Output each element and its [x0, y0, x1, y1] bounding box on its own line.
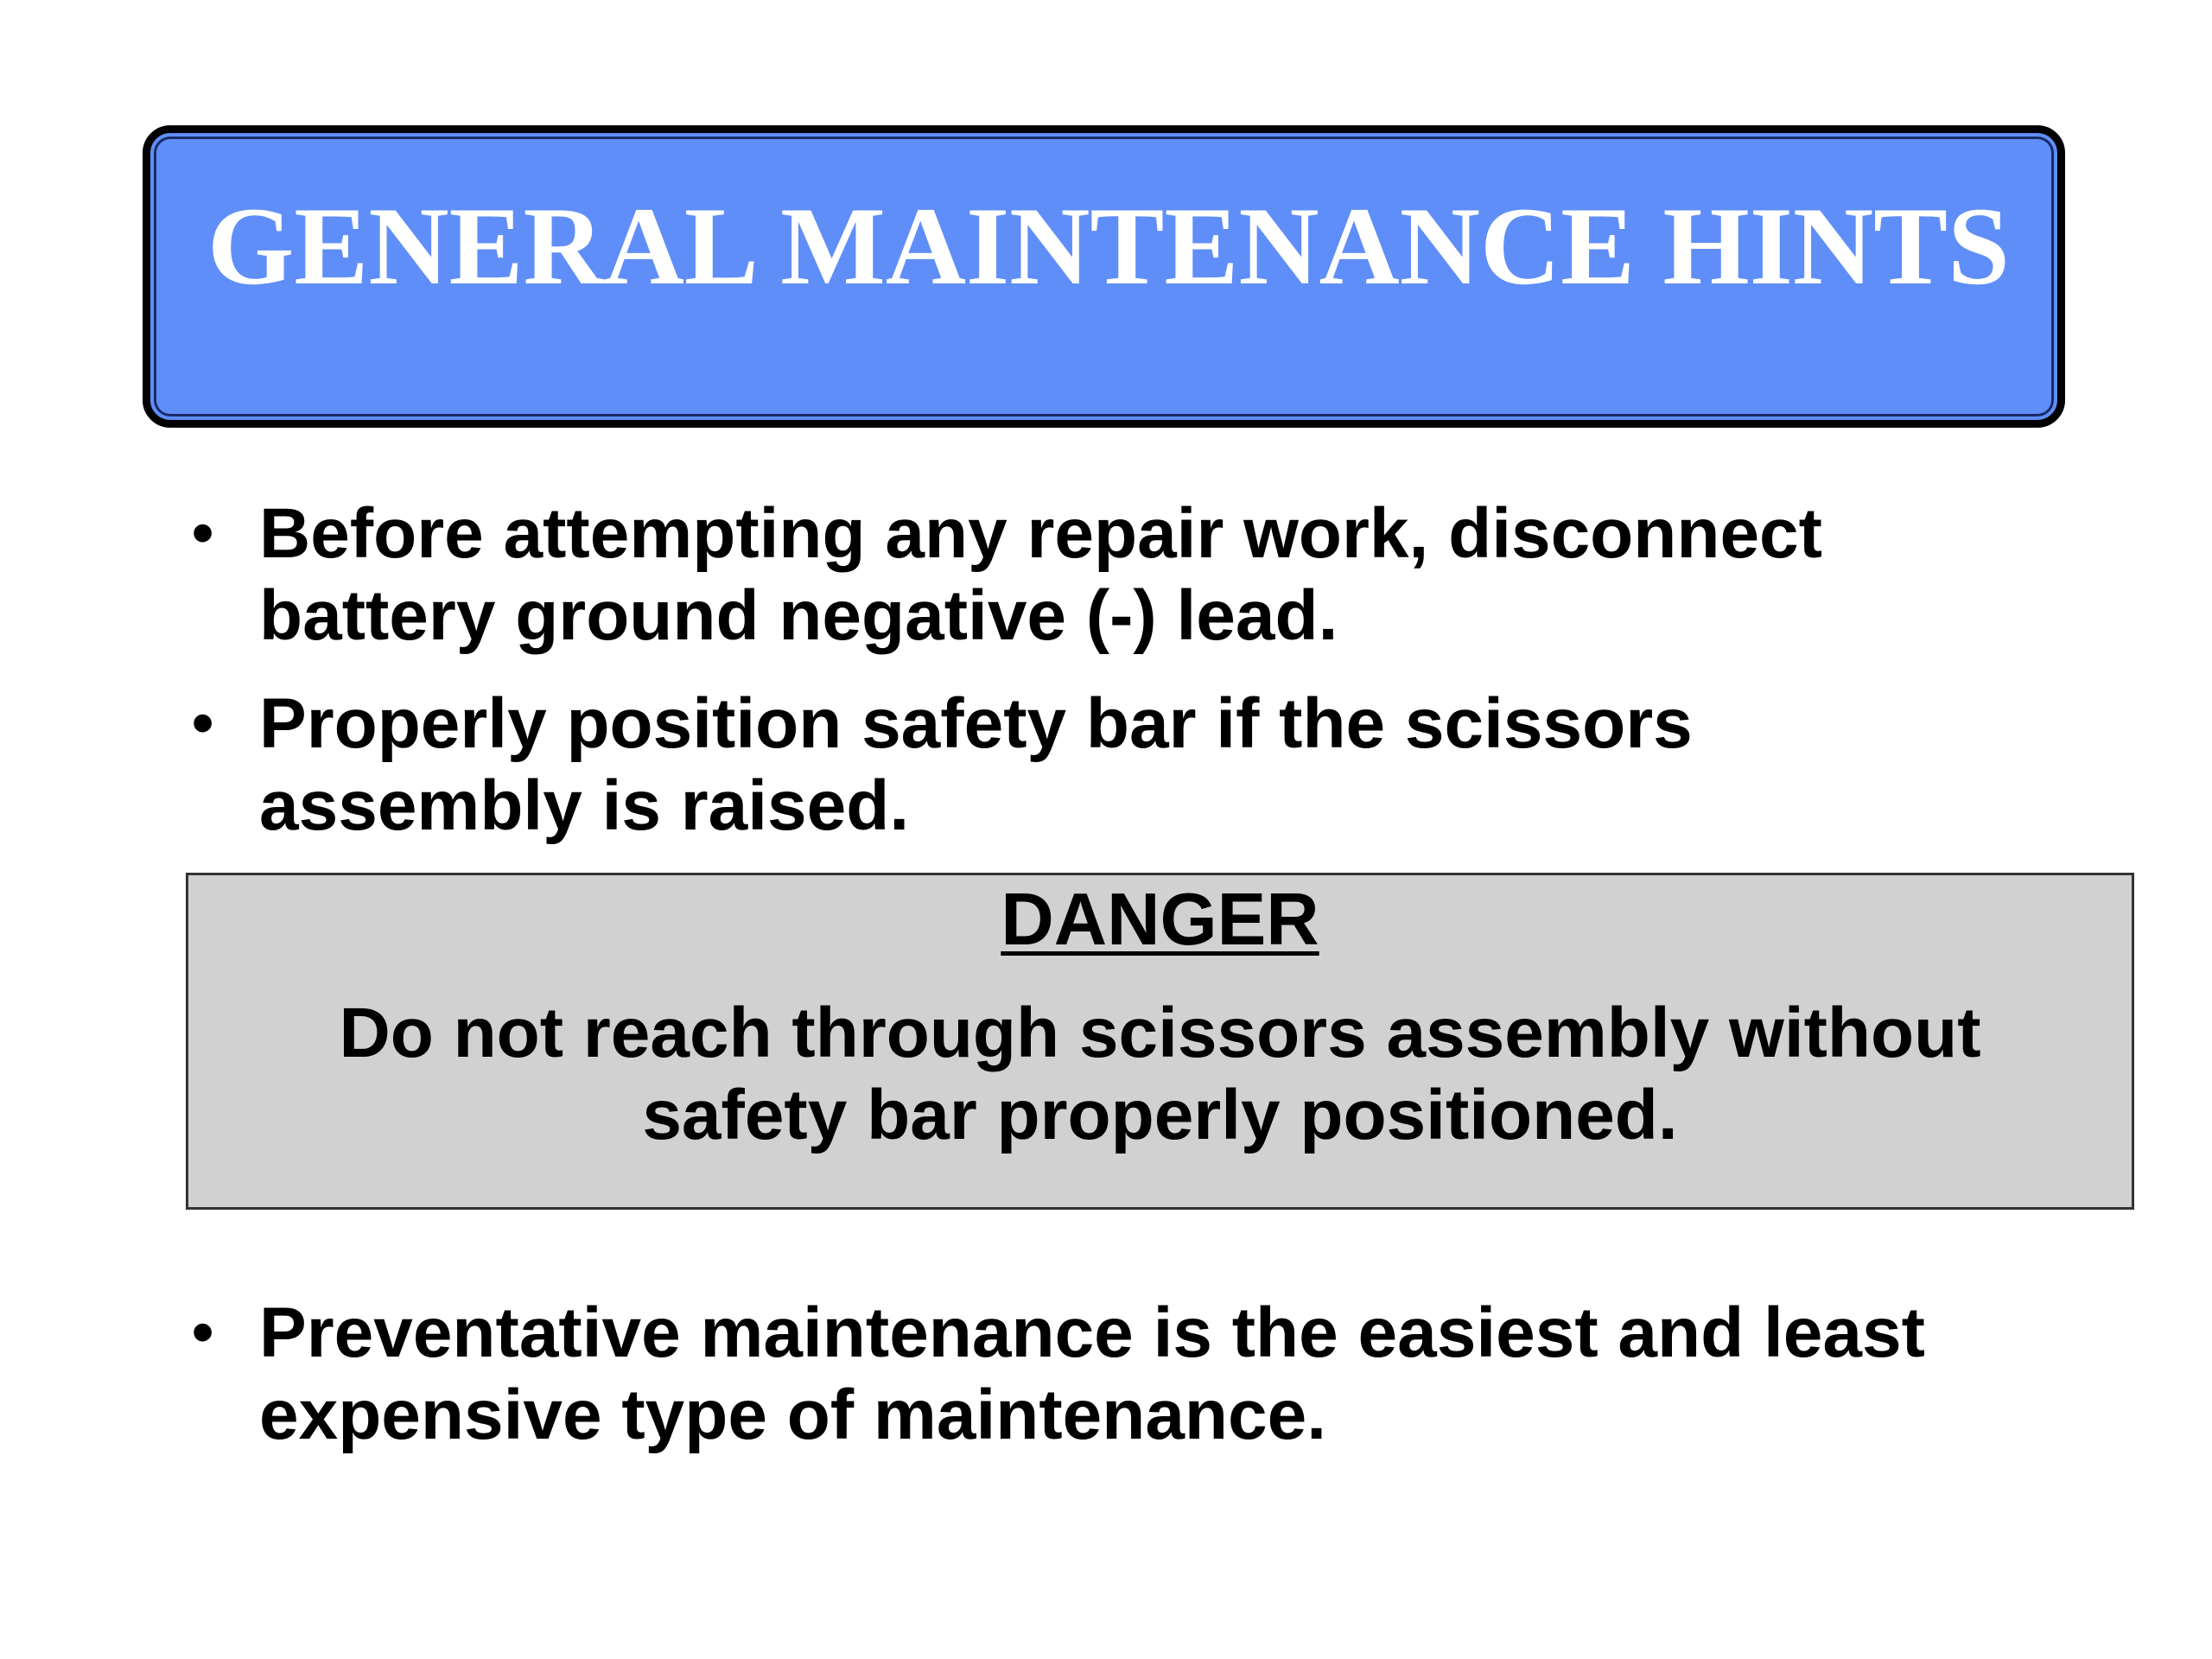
bullet-marker: • — [192, 499, 214, 568]
slide-title: GENERAL MAINTENANCE HINTS — [207, 184, 2010, 308]
bullet-line: Preventative maintenance is the easiest and least — [259, 1294, 1925, 1372]
bullet-line: assembly is raised. — [259, 766, 910, 845]
bullet-line: expensive type of maintenance. — [259, 1376, 1327, 1454]
bullet-marker: • — [192, 1298, 214, 1367]
bullet-text — [259, 683, 2117, 847]
danger-line: safety bar properly positioned. — [642, 1076, 1678, 1154]
danger-line: Do not reach through scissors assembly without — [339, 994, 1981, 1072]
bullet-marker: • — [192, 689, 214, 758]
bullet-line: Properly position safety bar if the scissors — [259, 684, 1693, 763]
bullet-line: battery ground negative (-) lead. — [259, 576, 1338, 655]
bullet-line: Before attempting any repair work, disconnect — [259, 494, 1822, 573]
danger-heading: DANGER — [1001, 879, 1319, 961]
bullet-text — [259, 1292, 2117, 1456]
bullet-text — [259, 493, 2117, 657]
danger-message — [186, 992, 2134, 1156]
